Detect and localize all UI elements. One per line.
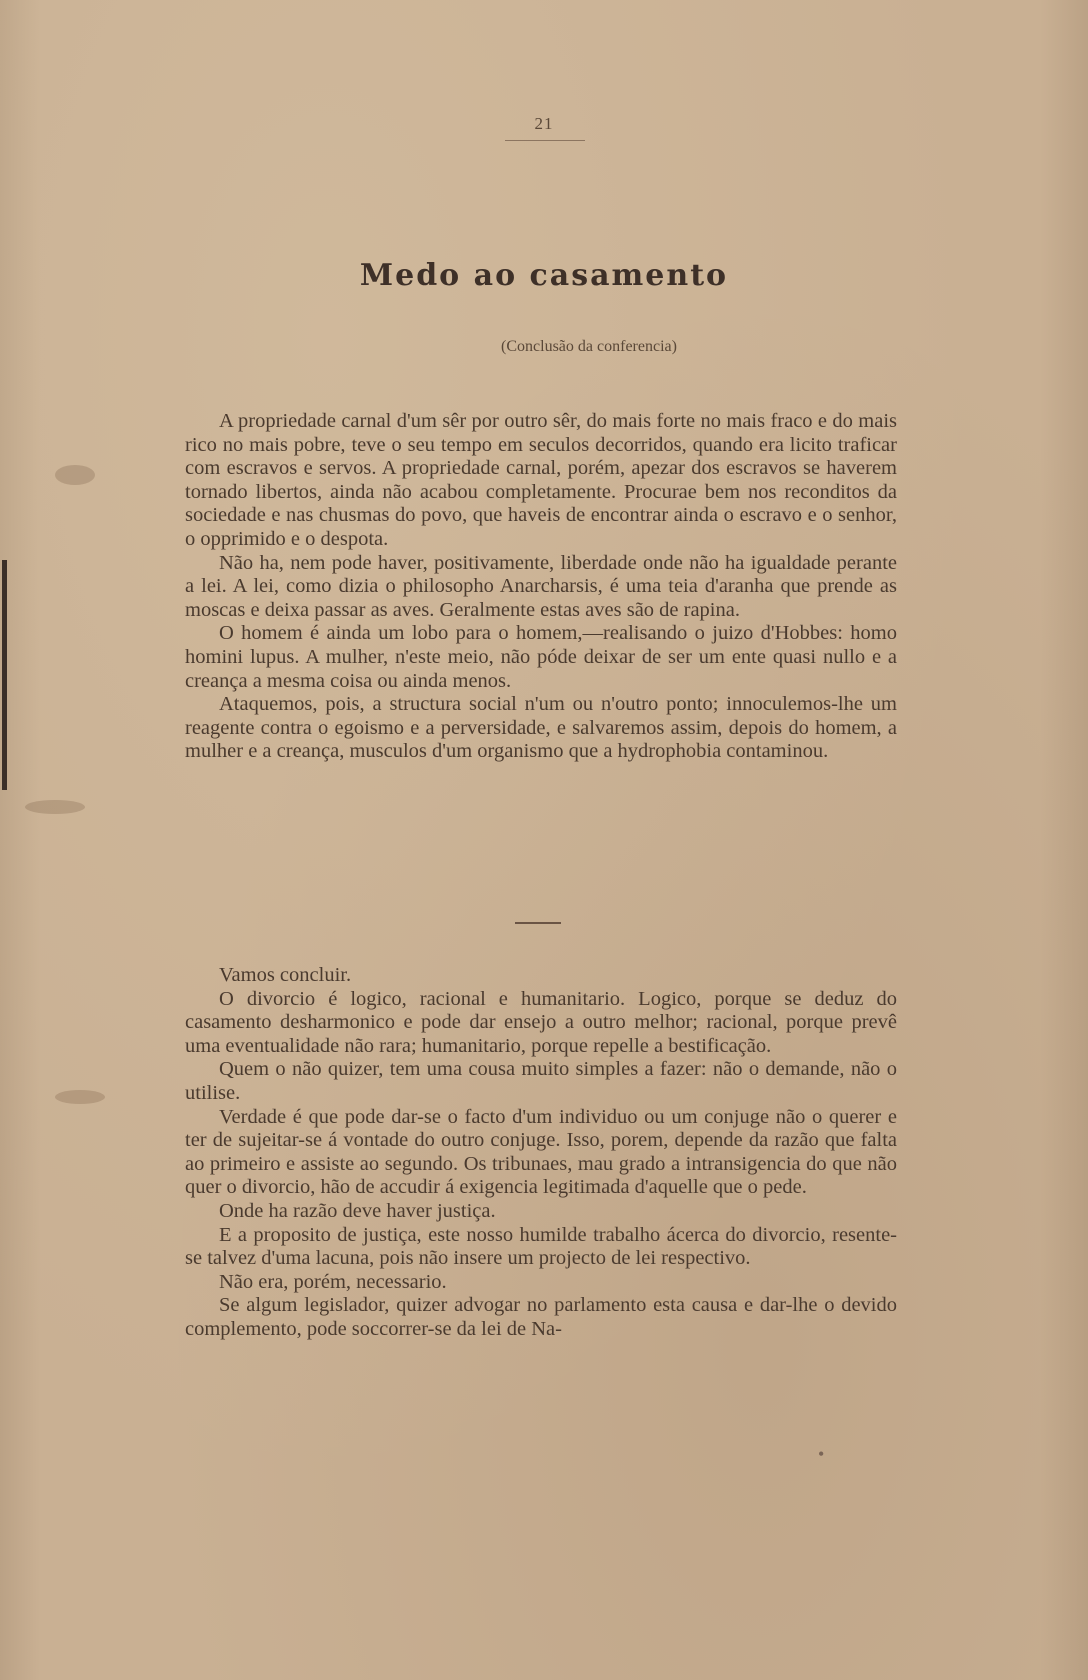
margin-smudge bbox=[55, 465, 95, 485]
paragraph: O homem é ainda um lobo para o homem,—realisando o juizo d'Hobbes: homo homini lupus. A mulher, n'este meio, não póde deixar de ser um ente quasi nullo e a creança a mesma coisa ou ainda menos. bbox=[185, 622, 897, 692]
paragraph: Ataquemos, pois, a structura social n'um ou n'outro ponto; innoculemos-lhe um reagente contra o egoismo e a perversidade, e salvaremos assim, depois do homem, a mulher e a creança, musculos d'um organismo que a hydrophobia contaminou. bbox=[185, 693, 897, 763]
paragraph: Quem o não quizer, tem uma cousa muito simples a fazer: não o demande, não o utilise. bbox=[185, 1058, 897, 1104]
paragraph: Não era, porém, necessario. bbox=[219, 1270, 447, 1293]
paragraph: Onde ha razão deve haver justiça. bbox=[219, 1199, 496, 1222]
binding-mark bbox=[2, 560, 7, 790]
body-section-2 bbox=[185, 964, 897, 1342]
page-number-rule bbox=[505, 140, 585, 141]
margin-smudge bbox=[25, 800, 85, 814]
article-title: Medo ao casamento bbox=[359, 258, 729, 293]
margin-smudge bbox=[55, 1090, 105, 1104]
paragraph: Vamos concluir. bbox=[219, 964, 352, 986]
paragraph: O divorcio é logico, racional e humanitario. Logico, porque se deduz do casamento desharmonico e pode dar ensejo a outro melhor; racional, porque prevê uma eventualidade não rara; humanitario, porque repelle a bestificação. bbox=[185, 987, 897, 1057]
paragraph: Se algum legislador, quizer advogar no parlamento esta causa e dar-lhe o devido complemento, pode soccorrer-se da lei de Na- bbox=[185, 1294, 897, 1340]
article-subtitle: (Conclusão da conferencia) bbox=[501, 338, 677, 355]
paragraph: Verdade é que pode dar-se o facto d'um individuo ou um conjuge não o querer e ter de sujeitar-se á vontade do outro conjuge. Isso, porem, depende da razão que falta ao primeiro e assiste ao segundo. Os tribunaes, mau grado a intransigencia do que não quer o divorcio, hão de accudir á exigencia legitimada d'aquelle que o pede. bbox=[185, 1105, 897, 1199]
page-number: 21 bbox=[534, 114, 554, 133]
ink-dot: • bbox=[818, 1444, 825, 1464]
paragraph: Não ha, nem pode haver, positivamente, liberdade onde não ha igualdade perante a lei. A lei, como dizia o philosopho Anarcharsis, é uma teia d'aranha que prende as moscas e deixa passar as aves. Geralmente estas aves são de rapina. bbox=[185, 551, 897, 621]
paragraph: A propriedade carnal d'um sêr por outro sêr, do mais forte no mais fraco e do mais rico no mais pobre, teve o seu tempo em seculos decorridos, quando era licito traficar com escravos e servos. A propriedade carnal, porém, apezar dos escravos se haverem tornado libertos, ainda não acabou completamente. Procurae bem nos reconditos da sociedade e nas chusmas do povo, que haveis de encontrar ainda o escravo e o senhor, o opprimido e o despota. bbox=[185, 410, 897, 550]
body-section-1 bbox=[185, 410, 897, 764]
paragraph: E a proposito de justiça, este nosso humilde trabalho ácerca do divorcio, resente-se talvez d'uma lacuna, pois não insere um projecto de lei respectivo. bbox=[185, 1223, 897, 1270]
section-separator bbox=[515, 922, 561, 924]
